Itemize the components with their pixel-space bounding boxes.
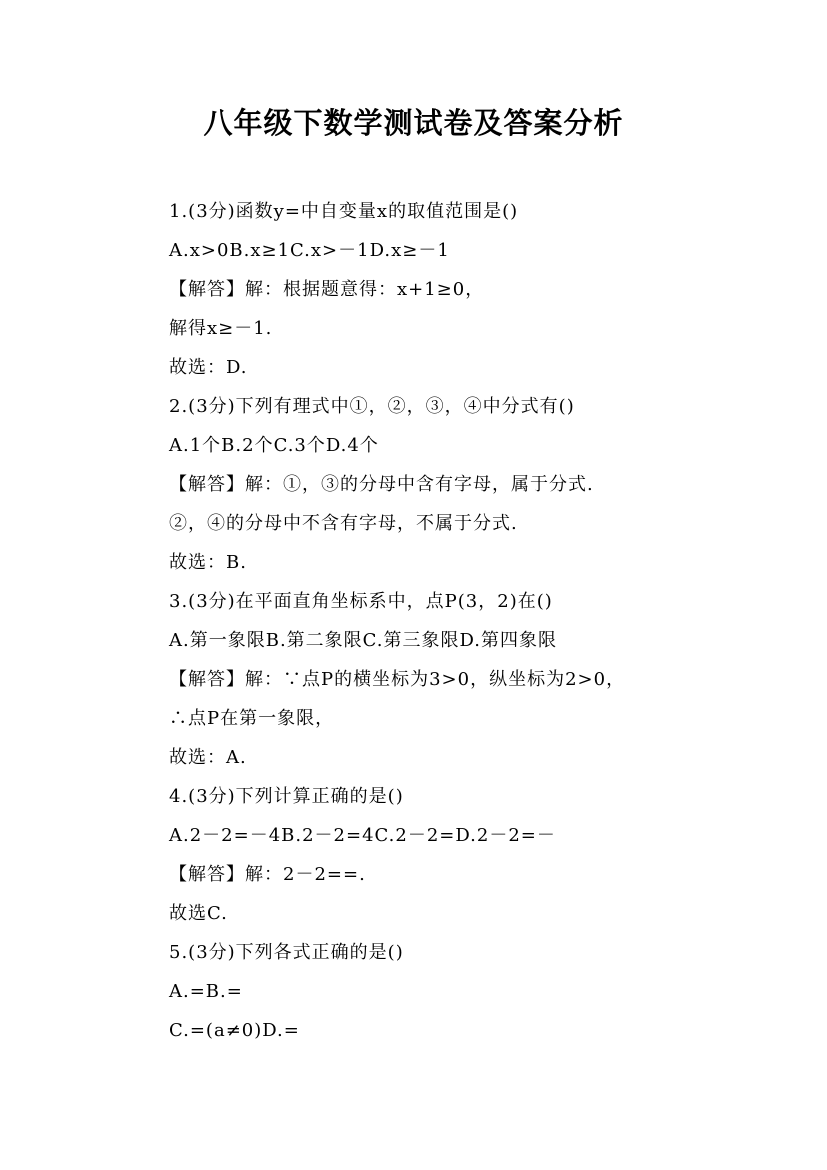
question-1-solution-step: 解得x≥－1. xyxy=(169,318,273,339)
question-3-solution-step: ∴点P在第一象限， xyxy=(169,708,335,729)
question-4-stem: 4.(3分)下列计算正确的是() xyxy=(169,786,404,807)
question-4-solution: 【解答】解：2－2==. xyxy=(169,864,366,885)
question-4-options: A.2－2=－4B.2－2=4C.2－2=D.2－2=－ xyxy=(169,825,556,846)
question-4-answer: 故选C. xyxy=(169,903,228,924)
question-1-solution: 【解答】解：根据题意得：x+1≥0， xyxy=(169,279,485,300)
question-2-solution-step: ②，④的分母中不含有字母，不属于分式. xyxy=(169,513,518,534)
question-2-answer: 故选：B. xyxy=(169,552,247,573)
question-3-answer: 故选：A. xyxy=(169,747,247,768)
question-2-solution: 【解答】解：①，③的分母中含有字母，属于分式. xyxy=(169,474,594,495)
document-body xyxy=(169,192,769,1050)
question-3-stem: 3.(3分)在平面直角坐标系中，点P(3，2)在() xyxy=(169,591,553,612)
question-3-solution: 【解答】解：∵点P的横坐标为3>0，纵坐标为2>0， xyxy=(169,669,626,690)
question-1-stem: 1.(3分)函数y=中自变量x的取值范围是() xyxy=(169,201,519,222)
question-3-options: A.第一象限B.第二象限C.第三象限D.第四象限 xyxy=(169,630,558,651)
question-5-stem: 5.(3分)下列各式正确的是() xyxy=(169,942,404,963)
question-5-options-ab: A.=B.= xyxy=(169,981,243,1002)
document-title: 八年级下数学测试卷及答案分析 xyxy=(203,106,624,140)
question-2-stem: 2.(3分)下列有理式中①，②，③，④中分式有() xyxy=(169,396,575,417)
question-1-options: A.x>0B.x≥1C.x>－1D.x≥－1 xyxy=(169,240,450,261)
question-2-options: A.1个B.2个C.3个D.4个 xyxy=(169,435,379,456)
question-1-answer: 故选：D. xyxy=(169,357,248,378)
question-5-options-cd: C.=(a≠0)D.= xyxy=(169,1020,300,1041)
